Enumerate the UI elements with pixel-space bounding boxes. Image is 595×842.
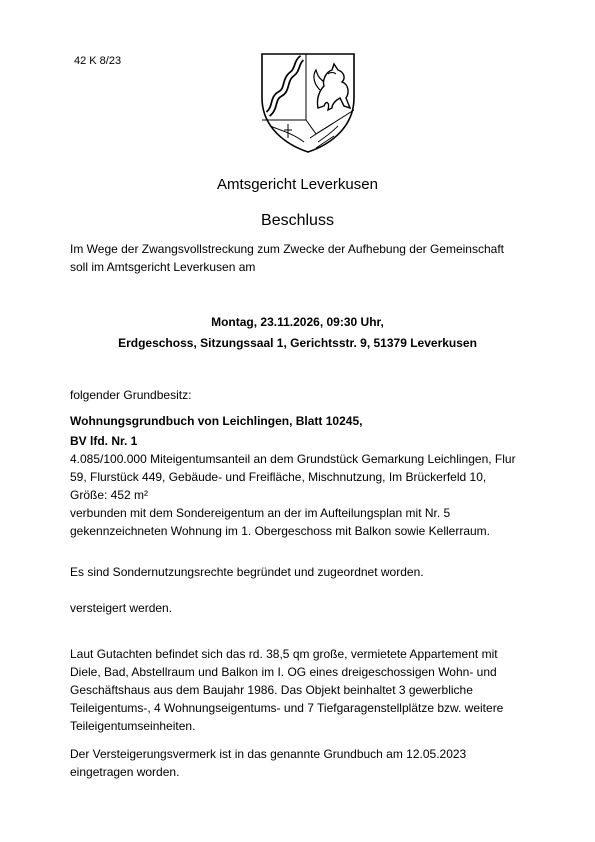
registration-paragraph (70, 745, 540, 781)
appraisal-line: Geschäftshaus aus dem Baujahr 1986. Das Objekt beinhaltet 3 gewerbliche (70, 683, 473, 697)
coat-of-arms-emblem (258, 50, 358, 154)
property-block (70, 412, 540, 540)
appointment-block (0, 312, 595, 354)
appraisal-line: Teileigentumseinheiten. (70, 719, 196, 733)
property-register: Wohnungsgrundbuch von Leichlingen, Blatt 10245, (70, 414, 363, 428)
court-name: Amtsgericht Leverkusen (217, 176, 378, 193)
document-title: Beschluss (261, 212, 334, 229)
intro-line: Im Wege der Zwangsvollstreckung zum Zwecke der Aufhebung der Gemeinschaft (70, 242, 504, 256)
description-line: 59, Flurstück 449, Gebäude- und Freifläche, Mischnutzung, Im Brückerfeld 10, (70, 470, 487, 484)
file-number: 42 K 8/23 (74, 55, 122, 67)
special-rights-text: Es sind Sondernutzungsrechte begründet und zugeordnet worden. (70, 565, 424, 579)
description-line: gekennzeichneten Wohnung im 1. Obergeschoss mit Balkon sowie Kellerraum. (70, 524, 490, 538)
property-lead: folgender Grundbesitz: (70, 388, 192, 402)
description-line: verbunden mit dem Sondereigentum an der im Aufteilungsplan mit Nr. 5 (70, 506, 451, 520)
appraisal-line: Diele, Bad, Abstellraum und Balkon im I. OG eines dreigeschossigen Wohn- und (70, 665, 497, 679)
intro-paragraph (70, 240, 540, 276)
appointment-date-time: Montag, 23.11.2026, 09:30 Uhr, (211, 315, 384, 329)
appraisal-paragraph (70, 645, 540, 735)
intro-line: soll im Amtsgericht Leverkusen am (70, 260, 256, 274)
appraisal-line: Teileigentums-, 4 Wohnungseigentums- und 7 Tiefgaragenstellplätze bzw. weitere (70, 701, 504, 715)
description-line: Größe: 452 m² (70, 488, 149, 502)
appraisal-line: Laut Gutachten befindet sich das rd. 38,5 qm große, vermietete Appartement mit (70, 647, 498, 661)
registration-line: eingetragen worden. (70, 765, 180, 779)
registration-line: Der Versteigerungsvermerk ist in das genannte Grundbuch am 12.05.2023 (70, 747, 467, 761)
description-line: 4.085/100.000 Miteigentumsanteil an dem Grundstück Gemarkung Leichlingen, Flur (70, 452, 516, 466)
auction-verb: versteigert werden. (70, 601, 173, 615)
property-description (70, 450, 540, 540)
property-item: BV lfd. Nr. 1 (70, 434, 138, 448)
appointment-location: Erdgeschoss, Sitzungssaal 1, Gerichtsstr. 9, 51379 Leverkusen (118, 336, 477, 350)
